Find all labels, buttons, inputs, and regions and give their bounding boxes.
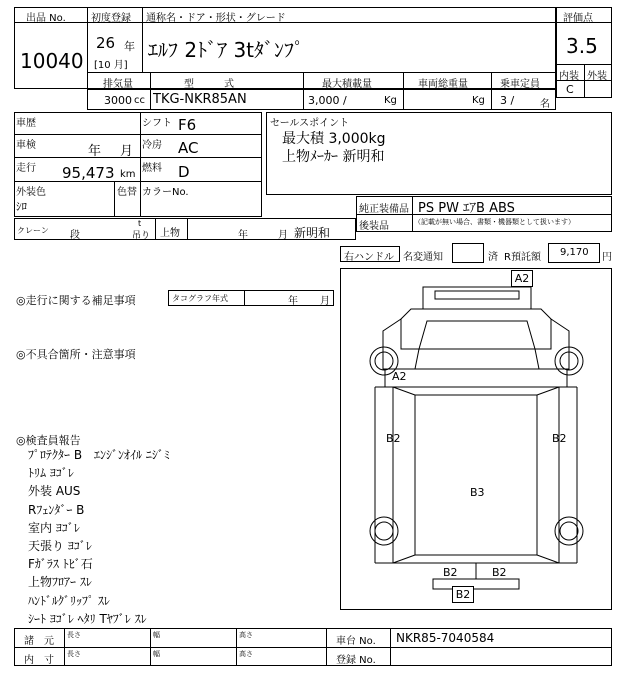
mileage-label: 走行 — [16, 163, 36, 174]
mark-right-side: B2 — [552, 432, 567, 445]
body-year-unit: 年 — [238, 230, 248, 241]
aircon-label: 冷房 — [142, 140, 162, 151]
width-label-2: 幅 — [153, 650, 160, 658]
driving-remarks-label: ◎走行に関する補足事項 — [16, 294, 136, 307]
equipment-value: PS PW ｴｱB ABS — [418, 201, 515, 216]
recycle-done: 済 — [488, 252, 498, 263]
color-change-label: 色替 — [117, 187, 137, 198]
first-reg-label: 初度登録 — [91, 13, 131, 24]
shift-label: シフト — [142, 118, 172, 129]
capacity-label: 乗車定員 — [500, 79, 540, 90]
chassis-label: 車台 No. — [336, 636, 376, 647]
inspector-report-line: Rﾌｪﾝﾀﾞｰ B — [28, 502, 85, 517]
inspector-report-line: ﾌﾟﾛﾃｸﾀｰ B ｴﾝｼﾞﾝｵｲﾙ ﾆｼﾞﾐ — [28, 448, 170, 462]
color-no-label: カラーNo. — [142, 187, 189, 198]
tacho-year-unit: 年 — [288, 296, 298, 307]
first-reg-year: 26 — [96, 34, 116, 52]
sales-point-line-2: 上物ﾒｰｶｰ 新明和 — [282, 149, 385, 165]
details-box — [14, 112, 262, 217]
interior-dims-label: 内 寸 — [24, 655, 54, 666]
inspector-report-line: 室内 ﾖｺﾞﾚ — [28, 520, 80, 535]
attached-note: （記載が無い場合、書類・機器類として扱います） — [414, 218, 575, 226]
inspector-report-line: 外装 AUS — [28, 484, 81, 499]
sales-point-line-1: 最大積 3,000kg — [282, 131, 386, 147]
fuel-value: D — [178, 163, 190, 181]
score-label: 評価点 — [563, 13, 593, 24]
model-code-label: 型 式 — [184, 79, 234, 90]
cab-roof — [423, 287, 531, 309]
mark-bed: B3 — [470, 486, 485, 499]
mileage-unit: km — [120, 169, 136, 180]
model-name: ｴﾙﾌ 2ﾄﾞｱ 3tﾀﾞﾝﾌﾟ — [148, 38, 305, 62]
inspection-label: 車検 — [16, 140, 36, 151]
exterior-score-label: 外装 — [587, 71, 607, 82]
body-maker: 新明和 — [294, 226, 331, 240]
lot-number-label: 出品 No. — [26, 13, 66, 24]
displacement-unit: cc — [134, 95, 145, 106]
inspector-report-line: Fｶﾞﾗｽ ﾄﾋﾞ石 — [28, 557, 93, 572]
name-change-box — [452, 243, 484, 263]
crane-ton-unit: t — [138, 219, 142, 228]
aircon-value: AC — [178, 139, 199, 157]
max-load-unit: Kg — [384, 95, 397, 106]
lot-number: 10040 — [20, 49, 84, 73]
tacho-month-unit: 月 — [320, 296, 330, 307]
rhd-label: 右ハンドル — [344, 252, 394, 263]
attached-label: 後装品 — [359, 221, 389, 232]
height-label-1: 高さ — [239, 631, 253, 639]
gross-weight-unit: Kg — [472, 95, 485, 106]
inspection-month-unit: 月 — [120, 144, 134, 159]
damage-diagram — [340, 268, 612, 610]
inspection-year-unit: 年 — [88, 144, 102, 159]
rear-bumper — [433, 579, 519, 589]
exterior-color-label: 外装色 — [16, 187, 46, 198]
history-label: 車歴 — [16, 118, 36, 129]
width-label-1: 幅 — [153, 631, 160, 639]
gross-weight-label: 車両総重量 — [418, 79, 468, 90]
sales-point-label: セールスポイント — [270, 118, 350, 129]
interior-score-label: 内装 — [559, 71, 579, 82]
recycle-unit: 円 — [602, 252, 612, 263]
registration-label: 登録 No. — [336, 655, 376, 666]
inspector-report-line: ﾄﾘﾑ ﾖｺﾞﾚ — [28, 466, 74, 481]
cab-front — [401, 309, 551, 349]
mark-rear-left: B2 — [443, 566, 458, 579]
windshield — [419, 321, 535, 349]
rear-left-wheel — [370, 517, 398, 545]
mark-rear-bumper: B2 — [452, 586, 474, 603]
equipment-label: 純正装備品 — [359, 204, 409, 215]
interior-score: C — [566, 83, 574, 96]
chassis-number: NKR85-7040584 — [396, 631, 495, 645]
recycle-price-label: R預託額 — [504, 252, 541, 263]
mark-front: A2 — [511, 270, 533, 287]
shift-value: F6 — [178, 116, 197, 134]
body-label: 上物 — [160, 228, 180, 239]
inspector-report-line: ｼｰﾄ ﾖｺﾞﾚ ﾍﾀﾘ Tﾔﾌﾞﾚ ｽﾚ — [28, 611, 147, 626]
length-label-1: 長さ — [67, 631, 81, 639]
model-name-label: 通称名・ドア・形状・グレード — [146, 13, 286, 24]
displacement-label: 排気量 — [103, 79, 133, 90]
model-code: TKG-NKR85AN — [153, 92, 247, 107]
height-label-2: 高さ — [239, 650, 253, 658]
fuel-label: 燃料 — [142, 163, 162, 174]
inspector-report-line: 上物ﾌﾛｱｰ ｽﾚ — [28, 575, 92, 590]
mark-left-side: B2 — [386, 432, 401, 445]
dimensions-label: 諸 元 — [24, 636, 54, 647]
max-load-label: 最大積載量 — [322, 79, 372, 90]
capacity-unit: 名 — [540, 99, 550, 110]
cab-base — [385, 369, 567, 387]
body-month-unit: 月 — [278, 230, 288, 241]
tachograph-label: タコグラフ年式 — [172, 294, 228, 303]
max-load-value: 3,000 / — [308, 94, 347, 107]
name-change-label: 名変通知 — [403, 252, 443, 263]
defect-label: ◎不具合箇所・注意事項 — [16, 348, 136, 361]
inspector-report-line: 天張り ﾖｺﾞﾚ — [28, 539, 92, 553]
mark-front-left: A2 — [392, 370, 407, 383]
crane-stage-unit: 段 — [70, 230, 80, 241]
length-label-2: 長さ — [67, 650, 81, 658]
truck-outline — [341, 269, 611, 609]
truck-bed — [393, 387, 559, 563]
inspector-report-line: ﾊﾝﾄﾞﾙｸﾞﾘｯﾌﾟ ｽﾚ — [28, 593, 110, 608]
first-reg-year-unit: 年 — [124, 40, 135, 53]
score-value: 3.5 — [566, 34, 598, 58]
exterior-color: ｼﾛ — [16, 200, 27, 213]
displacement-value: 3000 — [104, 94, 132, 107]
mark-rear-right: B2 — [492, 566, 507, 579]
crane-label: クレーン — [17, 226, 49, 235]
crane-hang-label: 吊り — [132, 231, 151, 241]
first-reg-month: [10 月] — [94, 60, 128, 71]
mileage-value: 95,473 — [62, 164, 115, 182]
recycle-price: 9,170 — [560, 247, 589, 258]
inspector-label: ◎検査員報告 — [16, 434, 81, 447]
capacity-value: 3 / — [500, 94, 515, 107]
